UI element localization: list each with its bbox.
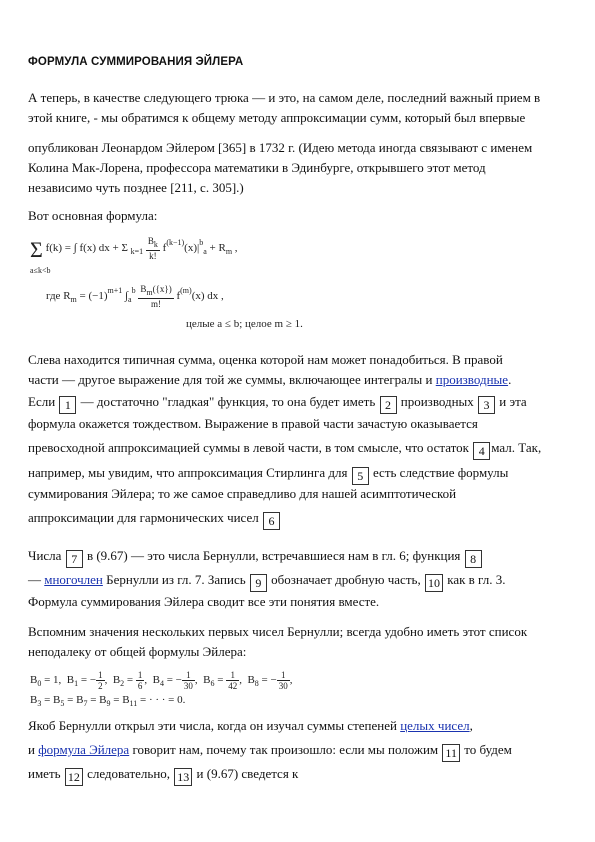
paragraph-line: аппроксимации для гармонических чисел 6 — [28, 508, 281, 530]
formula-line-3: целые a ≤ b; целое m ≥ 1. — [186, 318, 303, 330]
paragraph-line: Вот основная формула: — [28, 208, 158, 223]
formula-placeholder-box: 11 — [442, 744, 460, 762]
paragraph-line: формула окажется тождеством. Выражение в правой части зачастую оказывается — [28, 416, 478, 431]
formula-placeholder-box: 3 — [478, 396, 495, 414]
paragraph-line: и формула Эйлера говорит нам, почему так произошло: если мы положим 11 то будем — [28, 742, 512, 760]
paragraph-line: например, мы увидим, что аппроксимация Стирлинга для 5 есть следствие формулы — [28, 465, 509, 483]
link-derivatives[interactable]: производные — [435, 372, 509, 387]
paragraph-line: суммирования Эйлера; то же самое справедливо для нашей асимптотической — [28, 486, 457, 501]
link-polynomial[interactable]: многочлен — [44, 572, 103, 587]
link-integers[interactable]: целых чисел — [400, 718, 470, 733]
formula-line-1: f(k) = ∫ f(x) dx + Σ — [45, 242, 128, 255]
formula-placeholder-box: 6 — [263, 512, 280, 530]
formula-placeholder-box: 13 — [174, 768, 192, 786]
formula-placeholder-box: 5 — [352, 467, 369, 485]
paragraph-line: опубликован Леонардом Эйлером [365] в 1732 г. (Идею метода иногда связывают с именем — [28, 140, 533, 155]
paragraph-line: Если 1 — достаточно "гладкая" функция, то она будет иметь 2 производных 3 и эта — [28, 394, 527, 412]
link-euler-formula[interactable]: формула Эйлера — [38, 742, 130, 757]
formula-where: где — [46, 290, 61, 303]
formula-placeholder-box: 2 — [380, 396, 397, 414]
formula-placeholder-box: 4 — [473, 442, 490, 460]
paragraph-line: Числа 7 в (9.67) — это числа Бернулли, встречавшиеся нам в гл. 6; функция 8 — [28, 546, 483, 568]
paragraph-line: Вспомним значения нескольких первых чисел Бернулли; всегда удобно иметь этот список — [28, 624, 528, 639]
paragraph-line: Колина Мак-Лорена, профессора математики в Эдинбурге, открывшего этот метод — [28, 160, 486, 175]
paragraph-line: — многочлен Бернулли из гл. 7. Запись 9 обозначает дробную часть, 10 как в гл. 3. — [28, 572, 506, 590]
paragraph-line: независимо чуть позднее [211, с. 305].) — [28, 180, 244, 195]
paragraph-line: части — другое выражение для той же суммы, включающее интегралы и производные. — [28, 372, 512, 387]
page-title: ФОРМУЛА СУММИРОВАНИЯ ЭЙЛЕРА — [28, 56, 244, 68]
formula-placeholder-box: 10 — [425, 574, 443, 592]
formula-placeholder-box: 7 — [66, 550, 83, 568]
euler-formula-image: Σ f(k) = ∫ f(x) dx + Σ $_{k=1}$ $\frac{Bk}{k!}$ $f^{(k-1)}(x)|^b_a + R_m$ , a≤k<b где $R_m = (-1)^{m+1}$ $\int_a^b$ $\frac{Bm(\{x\})}{m!}$ $f^{(m)}(x)$ dx , целые a ≤ b; целое m ≥ 1. — [30, 236, 303, 330]
paragraph-line: Слева находится типичная сумма, оценка которой нам может понадобиться. В правой — [28, 352, 503, 367]
bernoulli-numbers-image: $B_0 = 1$, $B_1$ = − $\frac{1}{2}$ , $B_2$ = $\frac{1}{6}$ , $B_4$ = − $\frac{1}{30}$ , $B_6$ = $\frac{1}{42}$ , $B_8$ = − $\frac{1}{30}$ , $B_3 = B_5 = B_7 = B_9 = B_{11}$ = · · · = 0. — [30, 670, 293, 708]
paragraph-line: превосходной аппроксимацией суммы в левой части, в том смысле, что остаток 4 мал. Так, — [28, 440, 542, 458]
formula-placeholder-box: 8 — [465, 550, 482, 568]
paragraph-line: иметь 12 следовательно, 13 и (9.67) сведется к — [28, 766, 299, 784]
paragraph-line: А теперь, в качестве следующего трюка — и это, на самом деле, последний важный прием в — [28, 90, 541, 105]
formula-placeholder-box: 12 — [65, 768, 83, 786]
paragraph-line: неподалеку от общей формулы Эйлера: — [28, 644, 247, 659]
formula-placeholder-box: 1 — [59, 396, 76, 414]
paragraph-line: Формула суммирования Эйлера сводит все эти понятия вместе. — [28, 594, 380, 609]
paragraph-line: этой книге, - мы обратимся к общему методу аппроксимации сумм, который был впервые — [28, 110, 526, 125]
formula-placeholder-box: 9 — [250, 574, 267, 592]
paragraph-line: Якоб Бернулли открыл эти числа, когда он изучал суммы степеней целых чисел, — [28, 718, 473, 733]
